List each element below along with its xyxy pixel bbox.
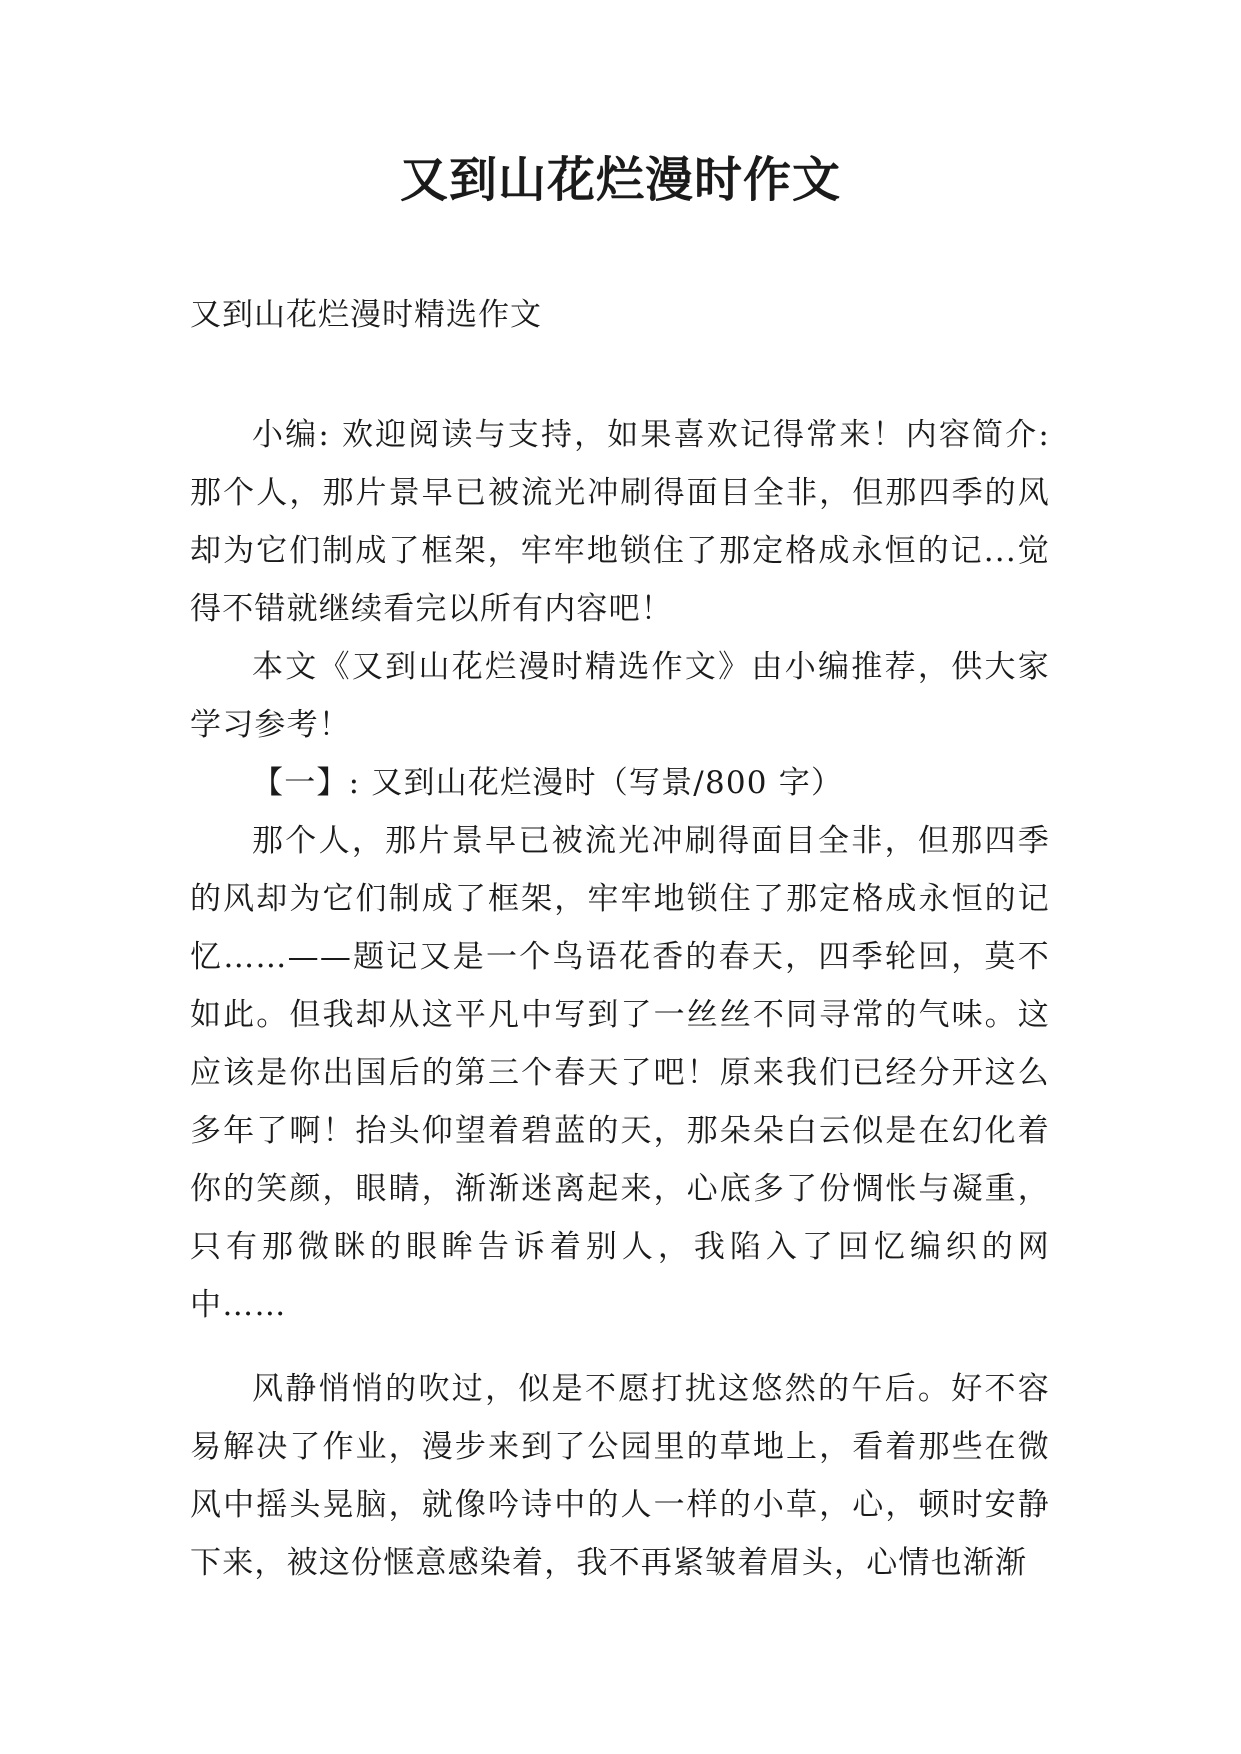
essay-paragraph: 那个人，那片景早已被流光冲刷得面目全非，但那四季的风却为它们制成了框架，牢牢地锁住了那定格成永恒的记忆……——题记又是一个鸟语花香的春天，四季轮回，莫不如此。但我却从这平凡中写到了一丝丝不同寻常的气味。这应该是你出国后的第三个春天了吧！原来我们已经分开这么多年了啊！抬头仰望着碧蓝的天，那朵朵白云似是在幻化着你的笑颜，眼睛，渐渐迷离起来，心底多了份惆怅与凝重，只有那微眯的眼眸告诉着别人，我陷入了回忆编织的网中……: [190, 823, 1050, 1323]
essay-paragraph: 风静悄悄的吹过，似是不愿打扰这悠然的午后。好不容易解决了作业，漫步来到了公园里的草地上，看着那些在微风中摇头晃脑，就像吟诗中的人一样的小草，心，顿时安静下来，被这份惬意感染着，我不再紧皱着眉头，心情也渐渐: [190, 1371, 1050, 1581]
document-subtitle: 又到山花烂漫时精选作文: [190, 297, 542, 333]
paragraph-gap: [190, 1334, 1050, 1360]
recommendation-paragraph: 本文《又到山花烂漫时精选作文》由小编推荐，供大家学习参考！: [190, 649, 1050, 743]
document-title: 又到山花烂漫时作文: [399, 152, 841, 208]
section-heading: 【一】: 又到山花烂漫时（写景/800 字）: [252, 765, 844, 801]
intro-paragraph: 小编: 欢迎阅读与支持，如果喜欢记得常来！内容简介: 那个人，那片景早已被流光冲刷得面目全非，但那四季的风却为它们制成了框架，牢牢地锁住了那定格成永恒的记...觉得不错就继续看完以所有内容吧！: [190, 417, 1050, 627]
document-body: [190, 406, 1050, 1592]
